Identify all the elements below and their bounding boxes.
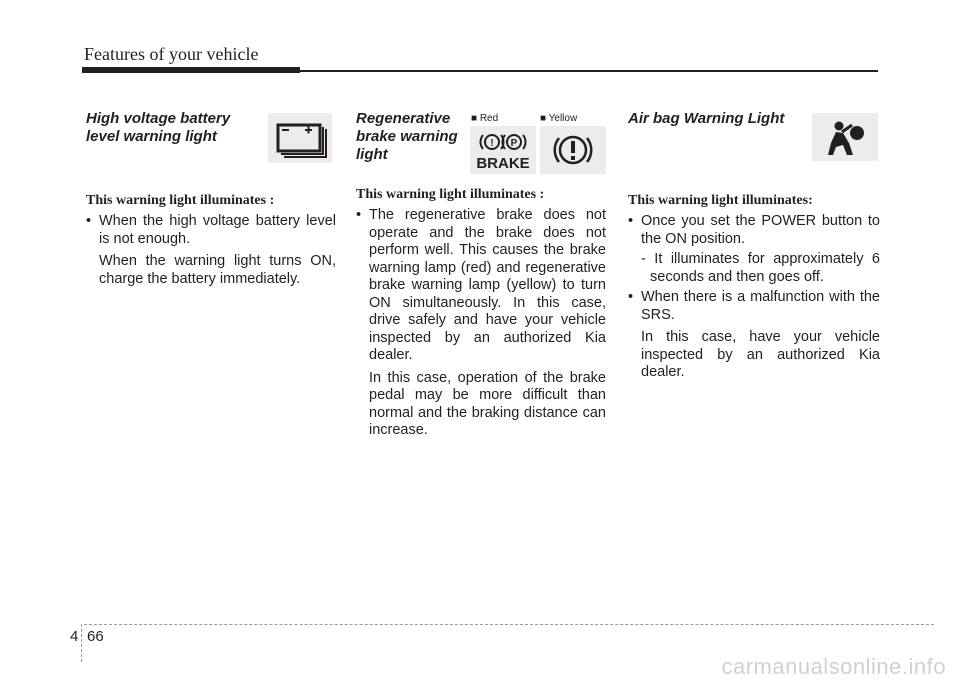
footer-rule bbox=[84, 624, 934, 625]
airbag-icon bbox=[812, 113, 878, 161]
bullet-item: • When there is a malfunction with the SRS. bbox=[628, 289, 880, 324]
bullet-item: • When the high voltage battery level is not enough. bbox=[86, 213, 336, 248]
legend-yellow: ■ Yellow bbox=[540, 113, 578, 124]
lead-text: This warning light illuminates : bbox=[86, 193, 275, 208]
battery-icon bbox=[268, 113, 332, 163]
sub-item: - It illuminates for approximately 6 seconds and then goes off. bbox=[641, 251, 880, 285]
legend-red: ■ Red bbox=[471, 113, 499, 124]
section-title: Air bag Warning Light bbox=[628, 110, 785, 127]
footer-separator bbox=[81, 624, 82, 662]
brake-icon-label: BRAKE bbox=[476, 155, 530, 172]
watermark: carmanualsonline.info bbox=[721, 654, 946, 679]
lead-text: This warning light illuminates : bbox=[356, 187, 545, 202]
brake-warning-icon bbox=[470, 126, 536, 174]
chapter-number: 4 bbox=[70, 628, 79, 645]
lead-text: This warning light illuminates: bbox=[628, 193, 813, 208]
paragraph: In this case, operation of the brake pedal may be more difficult than normal and the braking distance can increase. bbox=[369, 369, 606, 438]
exclamation-icon bbox=[540, 126, 606, 174]
page-header-title: Features of your vehicle bbox=[84, 44, 259, 64]
bullet-item: • Once you set the POWER button to the ON position. bbox=[628, 213, 880, 248]
page-number: 66 bbox=[87, 628, 104, 645]
section-title: Regenerative brake warning light bbox=[356, 110, 458, 163]
bullet-item: • The regenerative brake does not operate and the brake does not perform well. This causes the brake warning lamp (red) and regenerative brake warning lamp (yellow) to turn ON simultaneously. In this case, drive safely and have your vehicle inspected by an authorized Kia dealer. bbox=[356, 207, 606, 365]
paragraph: When the warning light turns ON, charge the battery immediately. bbox=[99, 253, 336, 287]
section-title: High voltage battery level warning light bbox=[86, 110, 231, 145]
paragraph: In this case, have your vehicle inspected by an authorized Kia dealer. bbox=[641, 329, 880, 380]
header-rule-thin bbox=[300, 70, 878, 72]
svg-text:!: ! bbox=[490, 138, 494, 149]
svg-text:P: P bbox=[510, 138, 518, 149]
header-rule-thick bbox=[82, 67, 300, 73]
